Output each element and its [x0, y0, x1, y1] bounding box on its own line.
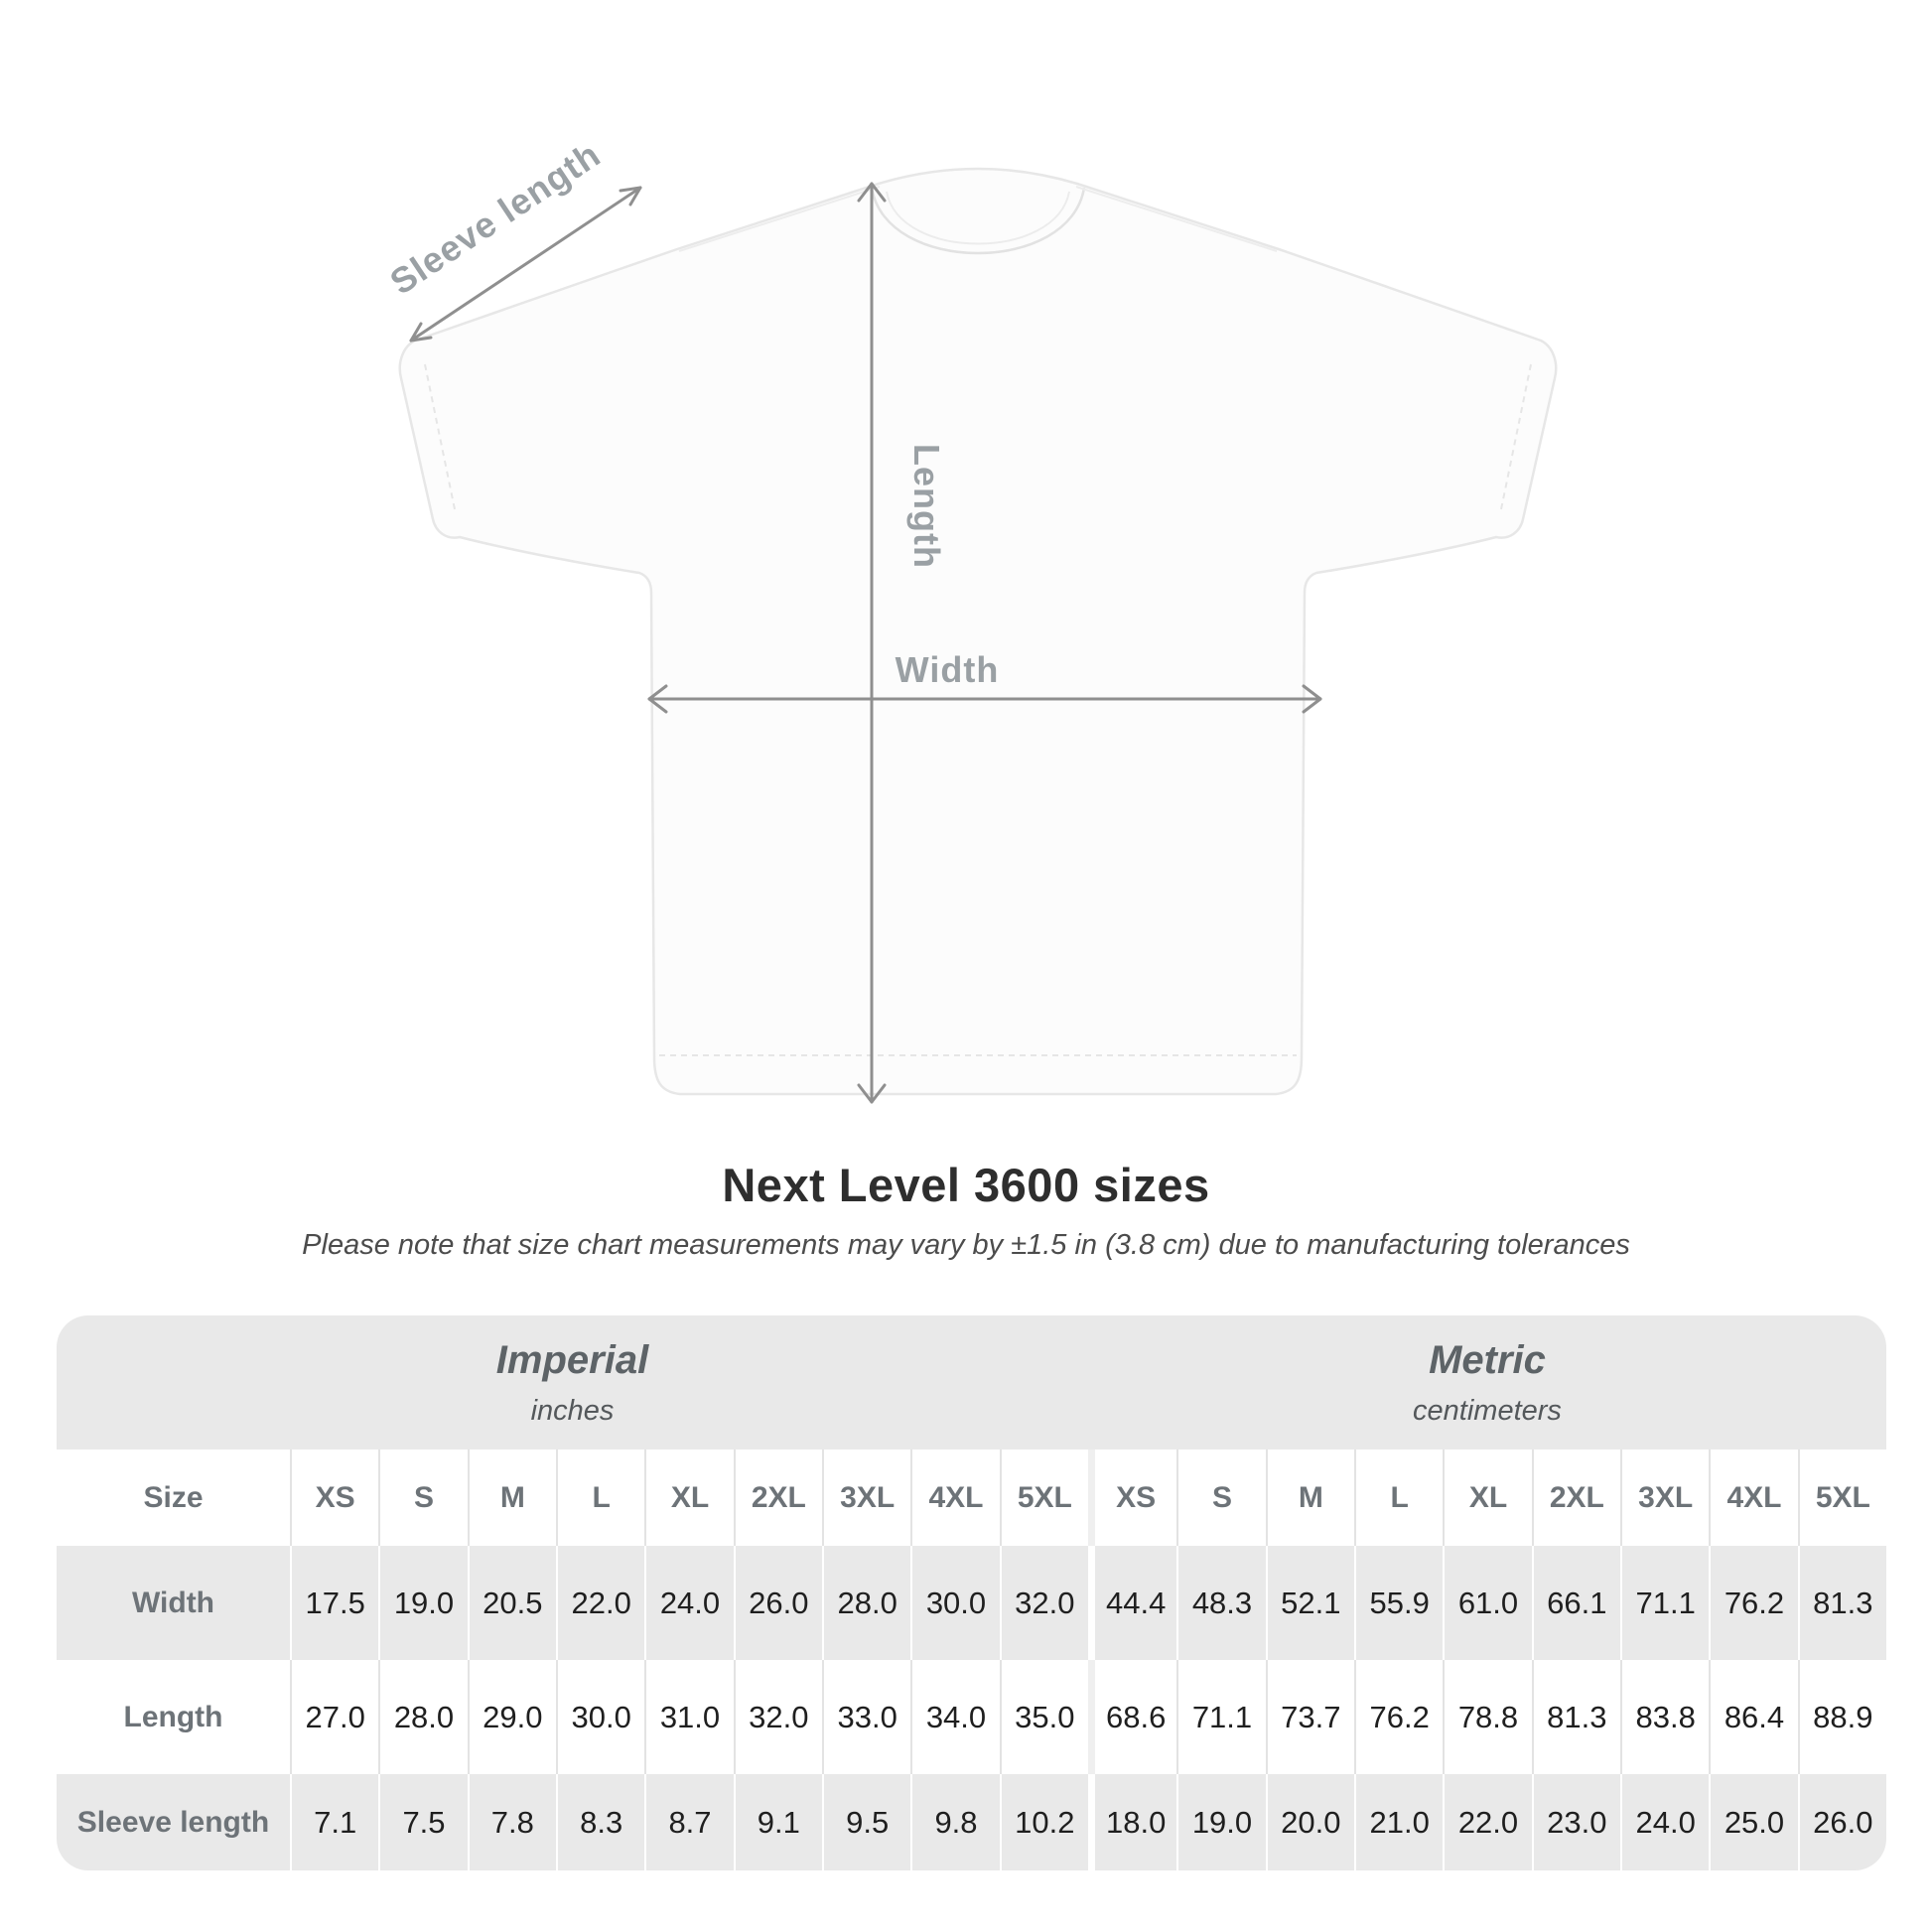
size-header: S	[378, 1449, 467, 1546]
metric-header-title: Metric	[1429, 1337, 1546, 1382]
table-cell: 81.3	[1798, 1546, 1886, 1660]
table-cell: 55.9	[1354, 1546, 1443, 1660]
width-row-label: Width	[57, 1546, 290, 1660]
table-cell: 21.0	[1354, 1774, 1443, 1870]
table-cell: 7.8	[468, 1774, 556, 1870]
sleeve-length-label: Sleeve length	[382, 133, 609, 303]
tolerance-note: Please note that size chart measurements may vary by ±1.5 in (3.8 cm) due to manufacturing tolerances	[302, 1229, 1630, 1261]
table-cell: 28.0	[378, 1660, 467, 1774]
caption-block	[0, 1158, 1932, 1262]
tshirt-diagram-svg	[328, 124, 1569, 1127]
table-cell: 18.0	[1088, 1774, 1176, 1870]
table-cell: 9.8	[910, 1774, 999, 1870]
size-header: XL	[1443, 1449, 1531, 1546]
size-header: L	[1354, 1449, 1443, 1546]
table-cell: 81.3	[1532, 1660, 1620, 1774]
table-cell: 32.0	[734, 1660, 822, 1774]
size-table	[57, 1315, 1886, 1870]
table-cell: 26.0	[1798, 1774, 1886, 1870]
size-header: 4XL	[910, 1449, 999, 1546]
table-cell: 76.2	[1709, 1546, 1797, 1660]
table-cell: 52.1	[1266, 1546, 1354, 1660]
table-cell: 8.3	[556, 1774, 644, 1870]
table-cell: 44.4	[1088, 1546, 1176, 1660]
table-cell: 28.0	[822, 1546, 910, 1660]
size-header: 5XL	[1798, 1449, 1886, 1546]
table-cell: 73.7	[1266, 1660, 1354, 1774]
table-cell: 7.5	[378, 1774, 467, 1870]
table-cell: 23.0	[1532, 1774, 1620, 1870]
table-cell: 25.0	[1709, 1774, 1797, 1870]
table-cell: 30.0	[910, 1546, 999, 1660]
imperial-header-title: Imperial	[495, 1337, 649, 1382]
size-header: 5XL	[1000, 1449, 1088, 1546]
size-header: XS	[290, 1449, 378, 1546]
size-header: 2XL	[1532, 1449, 1620, 1546]
tshirt-graphic	[400, 169, 1556, 1094]
table-cell: 10.2	[1000, 1774, 1088, 1870]
size-row-label: Size	[57, 1449, 290, 1546]
table-cell: 20.5	[468, 1546, 556, 1660]
table-cell: 32.0	[1000, 1546, 1088, 1660]
table-cell: 71.1	[1176, 1660, 1265, 1774]
table-cell: 78.8	[1443, 1660, 1531, 1774]
size-header: M	[1266, 1449, 1354, 1546]
table-cell: 76.2	[1354, 1660, 1443, 1774]
table-cell: 24.0	[644, 1546, 733, 1660]
table-cell: 17.5	[290, 1546, 378, 1660]
size-header: 3XL	[1620, 1449, 1709, 1546]
sleeve-row-label: Sleeve length	[57, 1774, 290, 1870]
table-cell: 8.7	[644, 1774, 733, 1870]
table-cell: 9.1	[734, 1774, 822, 1870]
size-header: S	[1176, 1449, 1265, 1546]
table-cell: 34.0	[910, 1660, 999, 1774]
table-cell: 30.0	[556, 1660, 644, 1774]
table-cell: 33.0	[822, 1660, 910, 1774]
table-cell: 7.1	[290, 1774, 378, 1870]
size-header: L	[556, 1449, 644, 1546]
metric-header-unit: centimeters	[1413, 1394, 1562, 1427]
table-cell: 22.0	[1443, 1774, 1531, 1870]
size-header: XS	[1088, 1449, 1176, 1546]
width-label: Width	[895, 649, 1000, 690]
length-row-label: Length	[57, 1660, 290, 1774]
size-header: M	[468, 1449, 556, 1546]
page-title: Next Level 3600 sizes	[722, 1159, 1210, 1211]
table-cell: 27.0	[290, 1660, 378, 1774]
table-cell: 61.0	[1443, 1546, 1531, 1660]
metric-header	[1088, 1315, 1886, 1449]
table-cell: 19.0	[378, 1546, 467, 1660]
tshirt-diagram	[328, 124, 1569, 1127]
table-cell: 35.0	[1000, 1660, 1088, 1774]
imperial-header-unit: inches	[530, 1394, 615, 1427]
table-cell: 29.0	[468, 1660, 556, 1774]
table-cell: 19.0	[1176, 1774, 1265, 1870]
table-cell: 66.1	[1532, 1546, 1620, 1660]
table-cell: 48.3	[1176, 1546, 1265, 1660]
table-cell: 22.0	[556, 1546, 644, 1660]
table-cell: 31.0	[644, 1660, 733, 1774]
table-cell: 26.0	[734, 1546, 822, 1660]
table-cell: 20.0	[1266, 1774, 1354, 1870]
size-header: 4XL	[1709, 1449, 1797, 1546]
table-cell: 71.1	[1620, 1546, 1709, 1660]
table-cell: 86.4	[1709, 1660, 1797, 1774]
table-cell: 88.9	[1798, 1660, 1886, 1774]
size-header: 2XL	[734, 1449, 822, 1546]
table-cell: 68.6	[1088, 1660, 1176, 1774]
length-label: Length	[906, 444, 947, 569]
table-cell: 24.0	[1620, 1774, 1709, 1870]
table-cell: 9.5	[822, 1774, 910, 1870]
size-header: 3XL	[822, 1449, 910, 1546]
size-header: XL	[644, 1449, 733, 1546]
table-cell: 83.8	[1620, 1660, 1709, 1774]
imperial-header	[57, 1315, 1088, 1449]
